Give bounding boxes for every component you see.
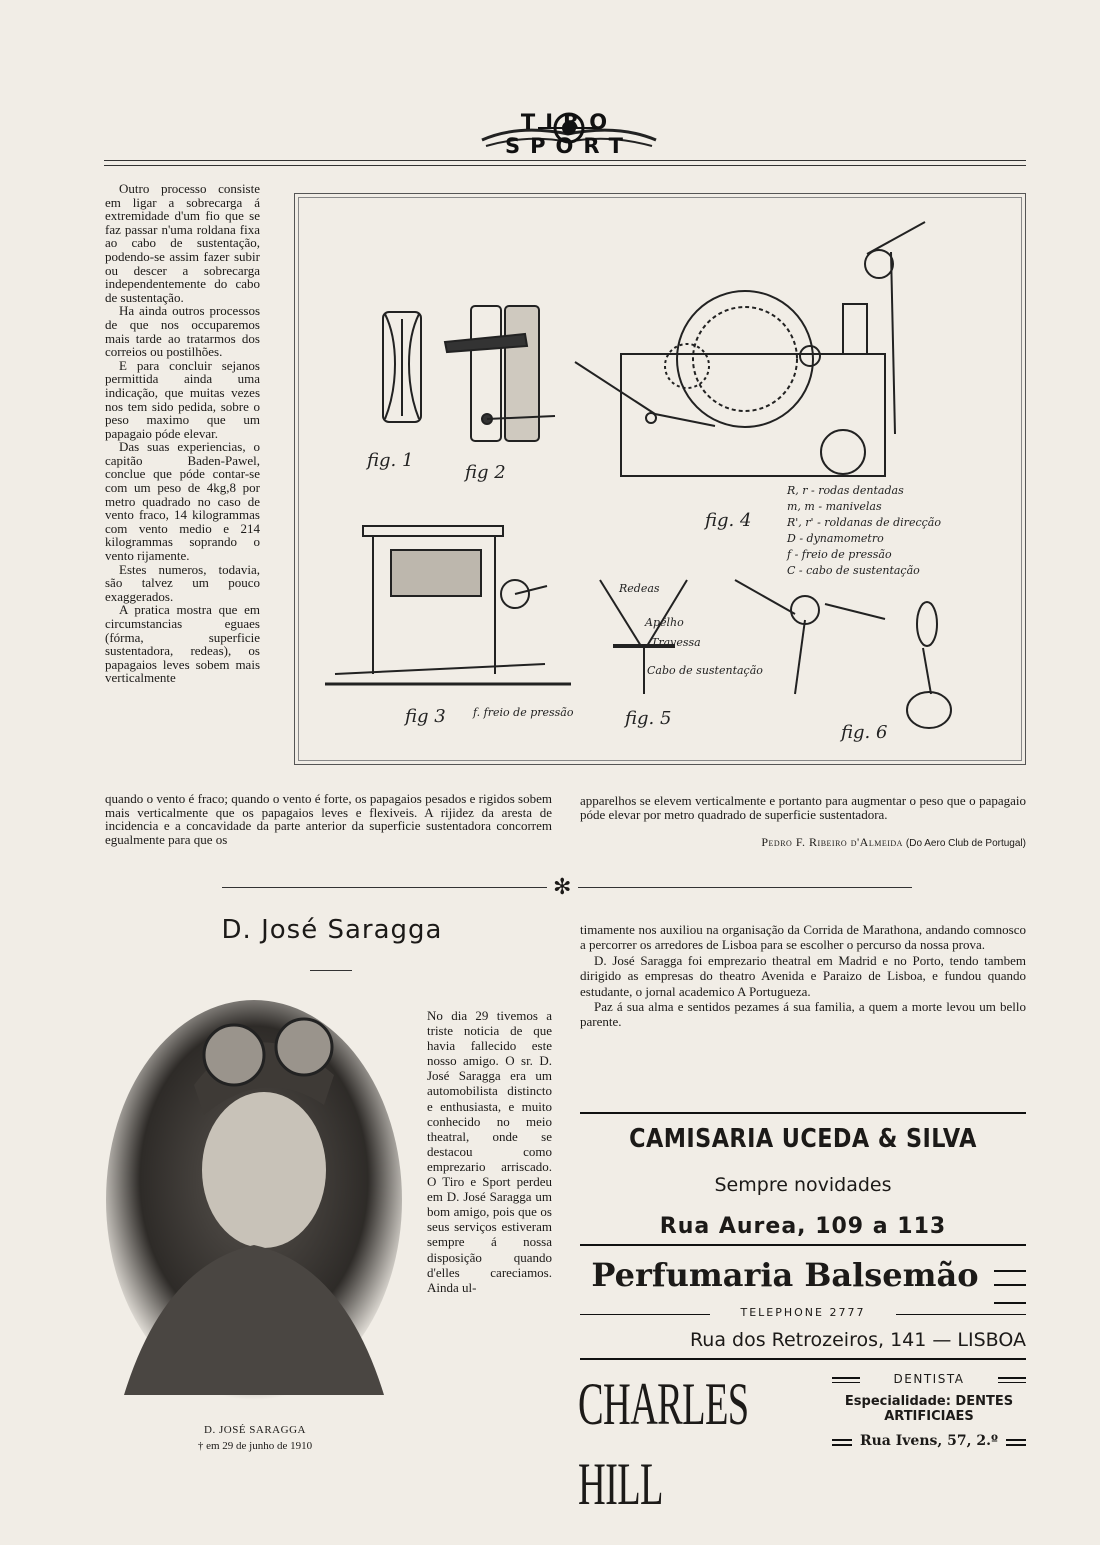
masthead: [478, 104, 660, 156]
kite-apparatus-drawings: [295, 194, 1025, 764]
paragraph: Estes numeros, todavia, são talvez um pouco exaggerados.: [105, 561, 260, 604]
fig1-label: fig. 1: [367, 450, 414, 471]
legend-line: m, m - manivelas: [787, 500, 882, 513]
fig2-clamp-drawing: [445, 306, 555, 441]
paragraph: Outro processo consiste em ligar a sobrecarga á extremidade d'um fio que se faz passar n'uma roldana fixa ao cabo de sustentação, podendo-se assim fazer subir ou descer a sobrecarga independentemente do cabo de sustentação.: [105, 181, 260, 305]
ornament-icon: ✻: [553, 874, 572, 899]
fig2-label: fig 2: [465, 462, 506, 483]
fig5-label-cabo: Cabo de sustentação: [647, 664, 763, 677]
fig6-hook-drawing: [735, 580, 951, 728]
paragraph: timamente nos auxiliou na organisação da Corrida de Marathona, andando comnosco a percorrer os arredores de Lisboa para se escolher o percurso da nossa prova.: [580, 922, 1026, 953]
article1-author: [580, 835, 1026, 850]
fig4-legend: [786, 484, 941, 577]
fig3-label: fig 3: [405, 706, 446, 727]
article2-title: D. José Saragga: [221, 915, 443, 945]
article1-bottom-left: quando o vento é fraco; quando o vento é forte, os papagaios pesados e rigidos sobem mais verticalmente que os papagaios leves e flexiveis. A rijidez da aresta de incidencia e a concavidade da parte anterior da superficie sustentadora concorrem egualmente para que os: [105, 791, 552, 847]
ad-charles-address: Rua Ivens, 57, 2.º: [859, 1433, 998, 1449]
article1-bottom-right: apparelhos se elevem verticalmente e portanto para augmentar o peso que o papagaio póde elevar por metro quadrado de superficie sustentadora.: [580, 793, 1026, 822]
ad-camisaria-tagline: Sempre novidades: [714, 1174, 892, 1196]
fig5-label: fig. 5: [625, 708, 672, 729]
fig1-pulley-drawing: [383, 312, 421, 422]
paragraph: Paz á sua alma e sentidos pezames á sua familia, a quem a morte levou um bello parente.: [580, 999, 1026, 1030]
paragraph: D. José Saragga foi emprezario theatral em Madrid e no Porto, tendo tambem dirigido as empresas do theatro Avenida e Paraizo de Lisboa, e fundou quando estudante, o jornal academico A Portugueza.: [580, 952, 1026, 999]
fig5-label-redeas: Redeas: [619, 582, 660, 595]
paragraph: A pratica mostra que em circumstancias eguaes (fórma, superficie sustentadora, redeas), os papagaios leves sobem mais verticalmente: [105, 602, 260, 686]
legend-line: R, r - rodas dentadas: [787, 484, 904, 497]
fig4-label: fig. 4: [705, 510, 752, 531]
ad-charles-role-row: [832, 1372, 1026, 1388]
article1-left-column: [105, 182, 260, 685]
legend-line: D - dynamometro: [787, 532, 884, 545]
ad-camisaria-name: CAMISARIA UCEDA & SILVA: [629, 1124, 977, 1154]
article2-middle-column: No dia 29 tivemos a triste noticia de que havia fallecido este nosso amigo. O sr. D. José Saragga era um automobilista distincto e enthusiasta, e muito conhecido no meio theatral, onde se destacou como emprezario arriscado. O Tiro e Sport perdeu em D. José Saragga um bom amigo, pois que os seus serviços estiveram sempre á nossa disposição quando d'elles careciamos. Ainda ul-: [427, 1008, 552, 1295]
ad-perfumaria-phone: TELEPHONE 2777: [740, 1306, 866, 1319]
fig6-label: fig. 6: [841, 722, 888, 743]
ad-camisaria-address: Rua Aurea, 109 a 113: [659, 1214, 947, 1239]
ad-perfumaria-phone-row: [580, 1306, 1026, 1322]
ad-charles-address-row: [832, 1433, 1026, 1451]
fig3-note: f. freio de pressão: [473, 706, 574, 719]
author-note: (Do Aero Club de Portugal): [905, 838, 1026, 849]
article2-right-column: [580, 922, 1026, 1030]
masthead-title: TIRO SPORT: [505, 110, 633, 158]
photo-caption-name: D. JOSÉ SARAGGA: [204, 1424, 306, 1436]
fig4-winch-drawing: [575, 222, 925, 476]
legend-line: f - freio de pressão: [787, 548, 892, 561]
figures-panel: [294, 193, 1026, 765]
ad-charles-specialty: Especialidade: DENTES ARTIFICIAES: [844, 1394, 1014, 1424]
fig5-label-apelho: Apêlho: [645, 616, 684, 629]
fig5-label-travessa: Travessa: [651, 636, 701, 649]
ad-charles-role: DENTISTA: [893, 1372, 965, 1386]
paragraph: Das suas experiencias, o capitão Baden-Pawel, conclue que póde contar-se com um peso de 4kg,8 por metro quadrado no caso de vento fraco, 14 kilogrammas com vento medio e 214 kilogrammas soprando o vento rijamente.: [105, 439, 260, 564]
portrait-photo: [104, 995, 404, 1405]
portrait-vignette: [104, 995, 404, 1405]
legend-line: R', r' - roldanas de direcção: [787, 516, 941, 529]
fig3-frame-drawing: [325, 526, 571, 684]
legend-line: C - cabo de sustentação: [787, 564, 920, 577]
author-name: Pedro F. Ribeiro d'Almeida: [761, 835, 903, 849]
paragraph: E para concluir sejanos permittida ainda uma indicação, que muitas vezes nos tem sido pedida, sobre o peso maximo que um papagaio póde elevar.: [105, 357, 260, 441]
ad-perfumaria-address: Rua dos Retrozeiros, 141 — LISBOA: [689, 1329, 1026, 1351]
ad-perfumaria-name: Perfumaria Balsemão: [591, 1256, 979, 1294]
paragraph: Ha ainda outros processos de que nos occuparemos mais tarde ao tratarmos dos correios ou postilhões.: [105, 303, 260, 360]
ad-perfumaria-lines-icon: [994, 1270, 1026, 1304]
photo-caption-date: † em 29 de junho de 1910: [197, 1440, 313, 1452]
ad-charles-name: CHARLES HILL: [578, 1371, 749, 1517]
